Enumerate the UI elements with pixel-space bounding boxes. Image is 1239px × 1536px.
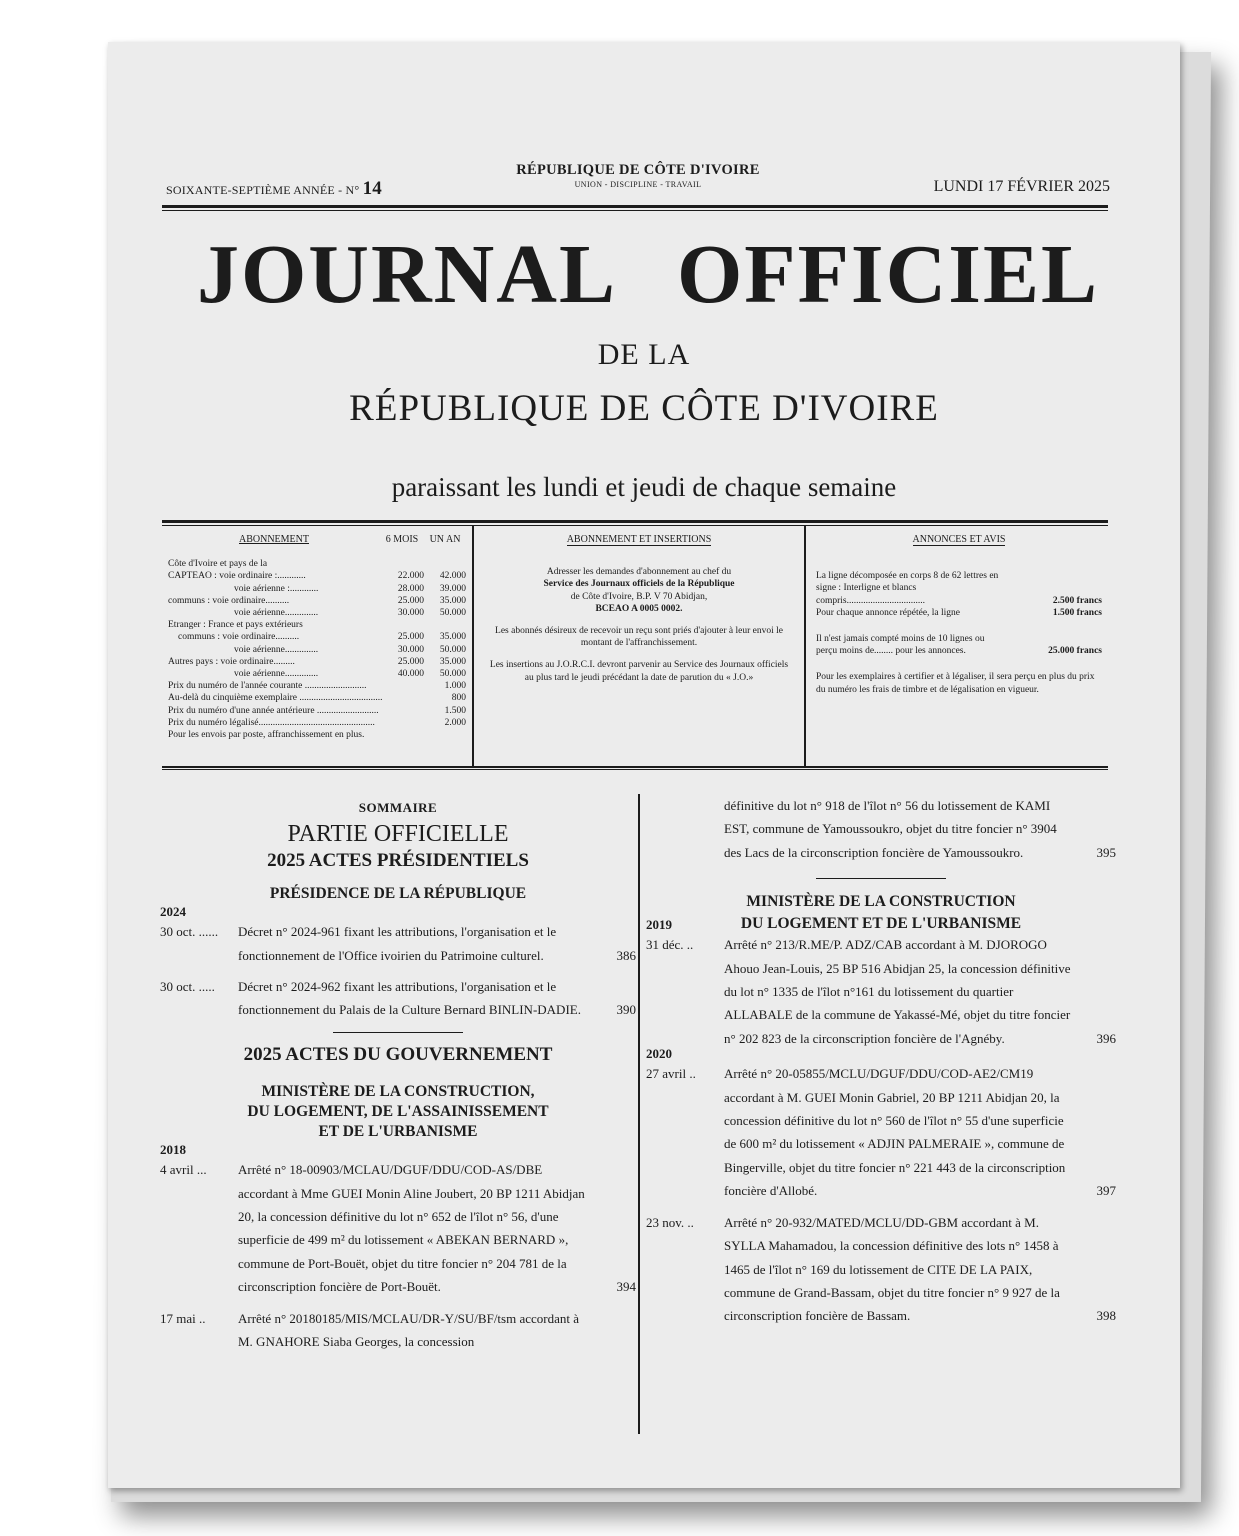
- sommaire-entry-continued: définitive du lot n° 918 de l'îlot n° 56 du lotissement de KAMI EST, commune de Yamoussoukro, objet du titre foncier n° 3904 des Lacs de la circonscription foncière de Yamoussoukro. 395: [646, 794, 1116, 864]
- sommaire-entry: 27 avril .. Arrêté n° 20-05855/MCLU/DGUF/DDU/COD-AE2/CM19 accordant à M. GUEI Monin Gabriel, 20 BP 1211 Abidjan 20, la concession définitive du lot n° 560 de l'îlot n° 55 d'une superficie de 600 m² du lotissement « ADJIN PALMERAIE », commune de Bingerville, objet du titre foncier n° 221 443 de la circonscription foncière d'Allobé. 397: [646, 1062, 1116, 1202]
- journal-subtitle-1: DE LA: [597, 338, 691, 371]
- insertions-box: [474, 526, 806, 766]
- year-2020: 2020: [646, 1046, 672, 1062]
- insertions-address: Adresser les demandes d'abonnement au chef du Service des Journaux officiels de la République de Côte d'Ivoire, B.P. V 70 Abidjan, BCEAO A 0005 0002.: [543, 567, 735, 614]
- year-2024: 2024: [160, 904, 186, 920]
- abonnement-row: Pour les envois par poste, affranchissement en plus.: [168, 730, 365, 741]
- journal-subtitle-2: RÉPUBLIQUE DE CÔTE D'IVOIRE: [349, 388, 939, 429]
- sommaire-heading: SOMMAIRE: [358, 800, 438, 815]
- page-number: 396: [1096, 1030, 1116, 1046]
- republic-header: [438, 162, 838, 189]
- abonnement-rows: [168, 558, 466, 741]
- partie-officielle-heading: PARTIE OFFICIELLE: [287, 821, 509, 848]
- section-divider: [816, 878, 946, 879]
- page-number: 390: [616, 1002, 636, 1018]
- sommaire-right-column: [646, 794, 1116, 1328]
- abonnement-row: voie aérienne.............. 40.000 50.000: [234, 669, 466, 680]
- insertions-deadline: Les insertions au J.O.R.C.I. devront parvenir au Service des Journaux officiels au plus tard le jeudi précédant la date de parution du « J.O.»: [489, 660, 789, 683]
- presidence-heading: PRÉSIDENCE DE LA RÉPUBLIQUE: [269, 885, 527, 903]
- abonnement-row: voie aérienne.............. 30.000 50.000: [234, 644, 466, 655]
- annonce-line-price: La ligne décomposée en corps 8 de 62 lettres en signe : Interligne et blancs compris................................. 2.500 francs: [816, 571, 1102, 606]
- issue-date: LUNDI 17 FÉVRIER 2025: [933, 178, 1110, 195]
- abonnement-row: voie aérienne :............ 28.000 39.000: [234, 583, 466, 594]
- journal-title: JOURNAL OFFICIEL: [196, 228, 1100, 321]
- actes-presidentiels-heading: 2025 ACTES PRÉSIDENTIELS: [267, 849, 529, 871]
- column-separator: [638, 794, 640, 1434]
- page-number: 397: [1096, 1183, 1116, 1199]
- issue-number: 14: [362, 178, 382, 199]
- actes-gouvernement-heading: 2025 ACTES DU GOUVERNEMENT: [243, 1043, 553, 1065]
- info-boxes: [162, 526, 1108, 768]
- sommaire-entry: 31 déc. .. Arrêté n° 213/R.ME/P. ADZ/CAB accordant à M. DJOROGO Ahouo Jean-Louis, 25 BP 516 Abidjan 25, la concession définitive du lot n° 1335 de l'îlot n°161 du lotissement du quartier ALLABALE de la commune de Yakassé-Mé, objet du titre foncier n° 202 823 de la circonscription foncière de l'Agnéby. 396: [646, 933, 1116, 1050]
- abonnement-row: Etranger : France et pays extérieurs: [168, 620, 303, 631]
- boxes-bottom-rule: [162, 769, 1108, 770]
- abonnement-row: Au-delà du cinquième exemplaire ................................... 800: [168, 693, 466, 704]
- page-number: 398: [1096, 1308, 1116, 1324]
- boxes-top-rule: [162, 520, 1108, 523]
- sommaire-entry: 30 oct. ...... Décret n° 2024-961 fixant les attributions, l'organisation et le fonctionnement de l'Office ivoirien du Patrimoine culturel. 386: [160, 920, 636, 967]
- sommaire-entry: 30 oct. ..... Décret n° 2024-962 fixant les attributions, l'organisation et le fonctionnement du Palais de la Culture Bernard BINLIN-DADIE. 390: [160, 975, 636, 1022]
- annonce-legalisation-note: Pour les exemplaires à certifier et à légaliser, il sera perçu en plus du prix du numéro les frais de timbre et de légalisation en vigueur.: [816, 672, 1095, 695]
- year-2019: 2019: [646, 917, 672, 933]
- abonnement-row: Autres pays : voie ordinaire......... 25.000 35.000: [168, 656, 466, 667]
- header-rule: [162, 205, 1108, 208]
- republic-name: RÉPUBLIQUE DE CÔTE D'IVOIRE: [516, 162, 760, 178]
- abonnement-row: Prix du numéro de l'année courante .......................... 1.000: [168, 681, 466, 692]
- page-number: 395: [1096, 844, 1116, 860]
- abonnement-box: [162, 526, 474, 766]
- abonnement-row: Prix du numéro d'une année antérieure .......................... 1.500: [168, 705, 466, 716]
- abonnement-table-head: ABONNEMENT 6 MOIS UN AN: [239, 534, 461, 545]
- page-number: 394: [616, 1279, 636, 1295]
- journal-tagline: paraissant les lundi et jeudi de chaque semaine: [391, 472, 897, 502]
- page-number: 386: [616, 947, 636, 963]
- abonnement-row: Prix du numéro légalisé................................................. 2.000: [168, 717, 466, 728]
- annonce-repeat-price: Pour chaque annonce répétée, la ligne 1.500 francs: [816, 607, 1102, 618]
- annonces-heading: ANNONCES ET AVIS: [912, 534, 1006, 545]
- abonnement-row: Côte d'Ivoire et pays de la: [168, 559, 268, 570]
- sommaire-entry: 17 mai .. Arrêté n° 20180185/MIS/MCLAU/DR-Y/SU/BF/tsm accordant à M. GNAHORE Siaba Georges, la concession: [160, 1310, 580, 1350]
- journal-page: [108, 42, 1180, 1488]
- sommaire-entry: 4 avril ... Arrêté n° 18-00903/MCLAU/DGUF/DDU/COD-AS/DBE accordant à Mme GUEI Monin Aline Joubert, 20 BP 1211 Abidjan 20, la concession définitive du lot n° 652 de l'îlot n° 56, d'une superficie de 499 m² du lotissement « ABEKAN BERNARD », commune de Port-Bouët, objet du titre foncier n° 204 781 de la circonscription foncière de Port-Bouët. 394: [160, 1158, 636, 1298]
- annonce-minimum-price: Il n'est jamais compté moins de 10 lignes ou perçu moins de........ pour les annonces. 25.000 francs: [816, 634, 1102, 657]
- national-motto: UNION - DISCIPLINE - TRAVAIL: [574, 180, 702, 189]
- insertions-heading: ABONNEMENT ET INSERTIONS: [566, 534, 712, 545]
- header-rule-thin: [162, 210, 1108, 211]
- annonces-box: [806, 526, 1108, 766]
- abonnement-row: communs : voie ordinaire.......... 25.000 35.000: [178, 632, 466, 643]
- sommaire-entry: 23 nov. .. Arrêté n° 20-932/MATED/MCLU/DD-GBM accordant à M. SYLLA Mahamadou, la concession définitive des lots n° 1458 à 1465 de l'îlot n° 169 du lotissement de CITE DE LA PAIX, commune de Grand-Bassam, objet du titre foncier n° 9 927 de la circonscription foncière de Bassam. 398: [646, 1211, 1116, 1328]
- abonnement-row: CAPTEAO : voie ordinaire :............ 22.000 42.000: [168, 571, 466, 582]
- abonnement-row: communs : voie ordinaire.......... 25.000 35.000: [168, 595, 466, 606]
- issue-label: SOIXANTE-SEPTIÈME ANNÉE - N° 14: [166, 178, 382, 199]
- year-2018: 2018: [160, 1142, 186, 1158]
- sommaire-left-column: [160, 794, 636, 1354]
- ministere-heading: MINISTÈRE DE LA CONSTRUCTION DU LOGEMENT ET DE L'URBANISME: [740, 893, 1022, 933]
- abonnement-row: voie aérienne.............. 30.000 50.000: [234, 608, 466, 619]
- insertions-receipt: Les abonnés désireux de recevoir un reçu sont priés d'ajouter à leur envoi le montant de l'affranchissement.: [495, 626, 783, 649]
- ministere-heading: MINISTÈRE DE LA CONSTRUCTION, DU LOGEMENT, DE L'ASSAINISSEMENT ET DE L'URBANISME: [247, 1083, 549, 1141]
- section-divider: [333, 1032, 463, 1033]
